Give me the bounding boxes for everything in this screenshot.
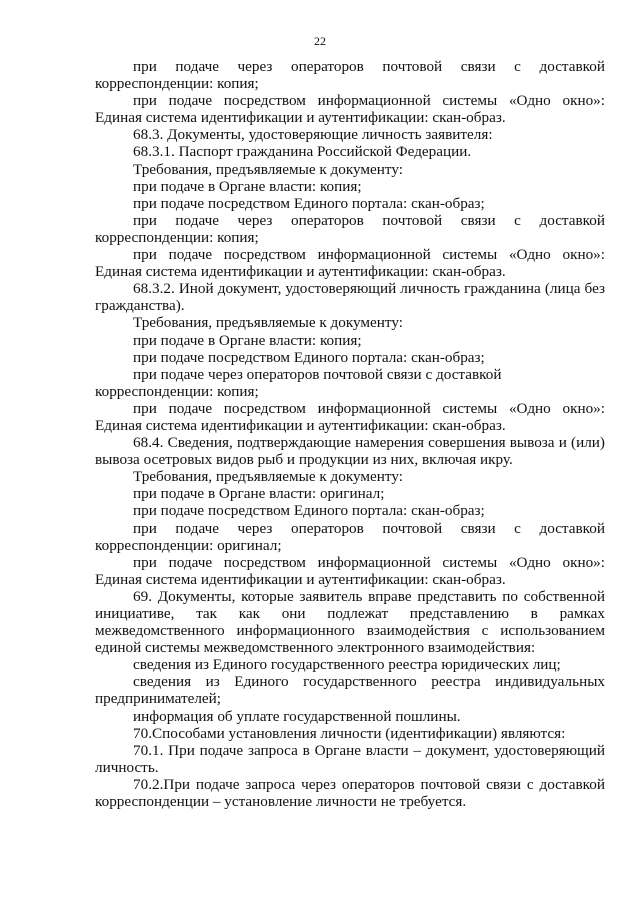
paragraph: Требования, предъявляемые к документу: [133,468,403,486]
paragraph: информация об уплате государственной пошлины. [133,707,461,725]
paragraph: 68.3.1. Паспорт гражданина Российской Федерации. [133,143,472,161]
paragraph: при подаче посредством информационной системы «Одно окно»: Единая система идентификации и аутентификации: скан-образ. [95,92,605,127]
paragraph: сведения из Единого государственного реестра юридических лиц; [133,656,561,674]
paragraph: при подаче посредством информационной системы «Одно окно»: Единая система идентификации и аутентификации: скан-образ. [95,399,605,434]
page-number: 22 [314,34,326,48]
paragraph: при подаче через операторов почтовой связи с доставкой [133,365,502,383]
paragraph: при подаче посредством Единого портала: скан-образ; [133,194,485,212]
paragraph: 70.1. При подаче запроса в Органе власти – документ, удостоверяющий личность. [95,741,605,776]
paragraph: корреспонденции: оригинал; [95,536,282,554]
paragraph: 69. Документы, которые заявитель вправе представить по собственной инициативе, так как они подлежат представлению в рамках межведомственного информационного взаимодействия с использованием единой системы межведомственного электронного взаимодействия: [95,587,605,657]
paragraph: корреспонденции: копия; [95,382,259,400]
paragraph: при подаче через операторов почтовой связи с доставкой [133,58,605,75]
paragraph: 68.4. Сведения, подтверждающие намерения совершения вывоза и (или) вывоза осетровых видов рыб и продукции из них, включая икру. [95,434,605,469]
paragraph: при подаче посредством информационной системы «Одно окно»: Единая система идентификации и аутентификации: скан-образ. [95,246,605,281]
paragraph: при подаче посредством информационной системы «Одно окно»: Единая система идентификации и аутентификации: скан-образ. [95,553,605,588]
paragraph: 70.Способами установления личности (идентификации) являются: [133,724,566,742]
paragraph: корреспонденции: копия; [95,75,259,93]
paragraph: сведения из Единого государственного реестра индивидуальных предпринимателей; [95,673,605,708]
paragraph: при подаче в Органе власти: копия; [133,177,362,195]
paragraph: при подаче посредством Единого портала: скан-образ; [133,348,485,366]
paragraph: при подаче посредством Единого портала: скан-образ; [133,502,485,520]
paragraph: при подаче через операторов почтовой связи с доставкой [133,519,605,537]
paragraph: 68.3. Документы, удостоверяющие личность заявителя: [133,126,493,144]
paragraph: корреспонденции: копия; [95,228,259,246]
paragraph: 70.2.При подаче запроса через операторов почтовой связи с доставкой корреспонденции – установление личности не требуется. [95,775,605,811]
paragraph: Требования, предъявляемые к документу: [133,160,403,178]
paragraph: при подаче в Органе власти: копия; [133,331,362,349]
paragraph: 68.3.2. Иной документ, удостоверяющий личность гражданина (лица без гражданства). [95,280,605,315]
paragraph: Требования, предъявляемые к документу: [133,314,403,332]
paragraph: при подаче в Органе власти: оригинал; [133,485,385,503]
paragraph: при подаче через операторов почтовой связи с доставкой [133,211,605,229]
document-body [95,58,605,810]
